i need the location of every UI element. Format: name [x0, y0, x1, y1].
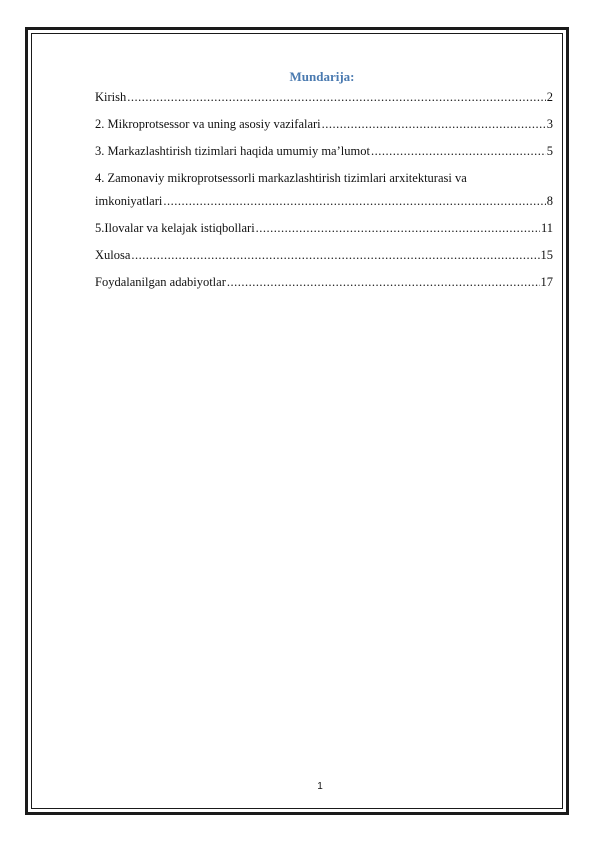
toc-leader-dots — [322, 117, 546, 132]
toc-entry-markazlashtirish[interactable] — [95, 144, 553, 161]
toc-entry-zamonaviy[interactable] — [95, 194, 553, 211]
toc-entry-page: 11 — [540, 221, 553, 235]
toc-entry-page: 17 — [540, 275, 553, 289]
toc-leader-dots — [371, 144, 546, 159]
toc-entry-kirish[interactable] — [95, 90, 553, 107]
toc-entry-text: Kirish — [95, 90, 127, 104]
toc-entry-zamonaviy-line1[interactable] — [95, 171, 553, 188]
toc-entry-text: imkoniyatlari — [95, 194, 163, 208]
toc-title: Mundarija: — [289, 69, 355, 84]
toc-entry-text: 3. Markazlashtirish tizimlari haqida umumiy ma’lumot — [95, 144, 370, 158]
toc-entry-mikroprotsessor[interactable] — [95, 117, 553, 134]
toc-entry-text: 2. Mikroprotsessor va uning asosiy vazifalari — [95, 117, 321, 131]
toc-entry-text: Foydalanilgan adabiyotlar — [95, 275, 226, 289]
toc-leader-dots — [227, 275, 540, 290]
toc-entry-text: Xulosa — [95, 248, 131, 262]
toc-entry-text: 5.Ilovalar va kelajak istiqbollari — [95, 221, 255, 235]
page-number: 1 — [317, 781, 323, 792]
toc-leader-dots — [131, 248, 539, 263]
toc-leader-dots — [127, 90, 546, 105]
toc-entry-xulosa[interactable] — [95, 248, 553, 265]
toc-entry-ilovalar[interactable] — [95, 221, 553, 238]
toc-entry-page: 8 — [546, 194, 553, 208]
toc-entry-text: 4. Zamonaviy mikroprotsessorli markazlashtirish tizimlari arxitekturasi va — [95, 171, 467, 185]
toc-entry-page: 3 — [546, 117, 553, 131]
toc-entry-page: 5 — [546, 144, 553, 158]
toc-entry-page: 2 — [546, 90, 553, 104]
toc-leader-dots — [256, 221, 540, 236]
toc-leader-dots — [163, 194, 545, 209]
toc-entry-adabiyotlar[interactable] — [95, 275, 553, 292]
toc-entry-page: 15 — [540, 248, 553, 262]
table-of-contents — [95, 90, 553, 302]
